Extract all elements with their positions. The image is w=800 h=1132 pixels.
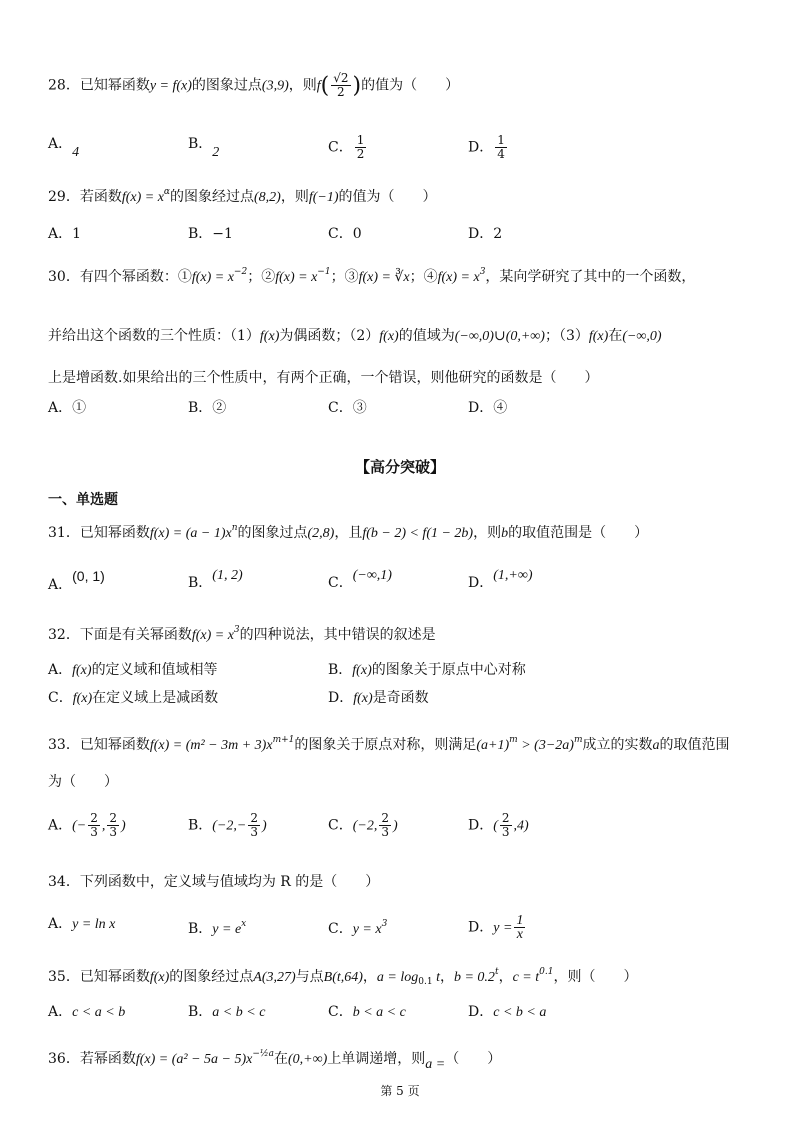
q35-option-b[interactable]: B．a < b < c bbox=[188, 1004, 266, 1020]
q33-option-d[interactable]: D．( $\frac{2}{3}$ ,4) bbox=[468, 811, 529, 839]
q33-option-c[interactable]: C．(−2, $\frac{2}{3}$ ) bbox=[328, 811, 398, 839]
q29-option-d[interactable]: D．2 bbox=[468, 226, 503, 242]
q28-fraction: $\frac{√2}{2}$ bbox=[333, 71, 349, 99]
q30-stem-line3: 上是增函数.如果给出的三个性质中，有两个正确，一个错误，则他研究的函数是（ ） bbox=[48, 370, 599, 386]
q29-stem: 29．若函数$f(x) = x^\alpha$的图象经过点(8,2)，则f(−1)的值为（ ） bbox=[48, 187, 437, 205]
q28-point: (3,9) bbox=[261, 78, 289, 94]
q29-option-a[interactable]: A．1 bbox=[48, 226, 82, 242]
q31-option-a[interactable]: A．(0, 1) bbox=[48, 568, 105, 593]
q32-option-d[interactable]: D．f(x)是奇函数 bbox=[328, 690, 429, 706]
q30-stem-line1: 30．有四个幂函数：①f(x) = $x^{-2}$；②f(x) = $x^{-1}$；③f(x) = ∛x；④f(x) = $x^3$，某向学研究了其中的一个函数， bbox=[48, 267, 696, 285]
q34-option-d[interactable]: D．y = $\frac{1}{x}$ bbox=[468, 913, 524, 942]
q31-stem: 31．已知幂函数$f(x) = (a - 1)x^n$的图象过点(2,8)，且f(b − 2) < f(1 − 2b)，则b的取值范围是（ ） bbox=[48, 523, 649, 541]
q33-stem-line2: 为（ ） bbox=[48, 774, 118, 790]
page-number: 第 5 页 bbox=[380, 1084, 420, 1098]
q31-option-d[interactable]: D．(1,+∞) bbox=[468, 568, 533, 591]
q28-option-b[interactable]: B．2 bbox=[188, 136, 220, 160]
q28-option-a[interactable]: A．4 bbox=[48, 136, 80, 160]
subsection-title: 一、单选题 bbox=[48, 492, 118, 508]
q28-option-d[interactable]: D． $\frac{1}{4}$ bbox=[468, 133, 505, 161]
q30-stem-line2: 并给出这个函数的三个性质：（1）f(x)为偶函数；（2）f(x)的值域为(−∞,0)∪(0,+∞)；（3）f(x)在(−∞,0) bbox=[48, 328, 662, 344]
q35-stem: 35．已知幂函数f(x)的图象经过点A(3,27)与点B(t,64)，$a = \log_{0.1} t$，$b = 0.2^t$，$c = t^{0.1}$，则（ ） bbox=[48, 967, 638, 987]
q30-option-b[interactable]: B．② bbox=[188, 400, 227, 416]
q31-option-b[interactable]: B．(1, 2) bbox=[188, 568, 243, 591]
q35-option-c[interactable]: C．b < a < c bbox=[328, 1004, 406, 1020]
q32-option-b[interactable]: B．f(x)的图象关于原点中心对称 bbox=[328, 662, 526, 678]
q28-option-c[interactable]: C． $\frac{1}{2}$ bbox=[328, 133, 365, 161]
q34-option-c[interactable]: C．$y = x^3$ bbox=[328, 919, 388, 937]
q30-option-d[interactable]: D．④ bbox=[468, 400, 508, 416]
q29-option-b[interactable]: B．−1 bbox=[188, 226, 233, 242]
q35-option-d[interactable]: D．c < b < a bbox=[468, 1004, 547, 1020]
q34-stem: 34．下列函数中，定义域与值域均为 R 的是（ ） bbox=[48, 874, 380, 890]
q36-stem: 36．若幂函数$f(x) = (a^2 - 5a - 5)x^{-\frac{1}{2}a}$在(0,+∞)上单调递增，则a =（ ） bbox=[48, 1049, 502, 1072]
q32-option-c[interactable]: C．f(x)在定义域上是减函数 bbox=[48, 690, 219, 706]
q33-option-b[interactable]: B．(−2,− $\frac{2}{3}$ ) bbox=[188, 811, 267, 839]
q28-func: y = f(x) bbox=[149, 78, 192, 94]
q32-stem: 32．下面是有关幂函数$f(x) = x^3$的四种说法，其中错误的叙述是 bbox=[48, 625, 436, 643]
q33-stem-line1: 33．已知幂函数$f(x) = (m^2 - 3m + 3)x^{m+1}$的图象关于原点对称，则满足$(a+1)^m > (3-2a)^m$成立的实数a的取值范围 bbox=[48, 735, 730, 753]
q30-option-a[interactable]: A．① bbox=[48, 400, 87, 416]
section-title: 【高分突破】 bbox=[354, 458, 445, 476]
q35-option-a[interactable]: A．c < a < b bbox=[48, 1004, 126, 1020]
q34-option-b[interactable]: B．$y = e^x$ bbox=[188, 919, 247, 937]
q33-option-a[interactable]: A．(− $\frac{2}{3}$ , $\frac{2}{3}$ ) bbox=[48, 811, 126, 839]
q28-stem: 28．已知幂函数y = f(x)的图象过点(3,9)，则f( $\frac{√2}{2}$ )的值为（ ） bbox=[48, 71, 460, 99]
q32-option-a[interactable]: A．f(x)的定义域和值域相等 bbox=[48, 662, 218, 678]
q29-option-c[interactable]: C．0 bbox=[328, 226, 362, 242]
q31-option-c[interactable]: C．(−∞,1) bbox=[328, 568, 392, 591]
q34-option-a[interactable]: A．y = ln x bbox=[48, 916, 116, 932]
q30-option-c[interactable]: C．③ bbox=[328, 400, 367, 416]
